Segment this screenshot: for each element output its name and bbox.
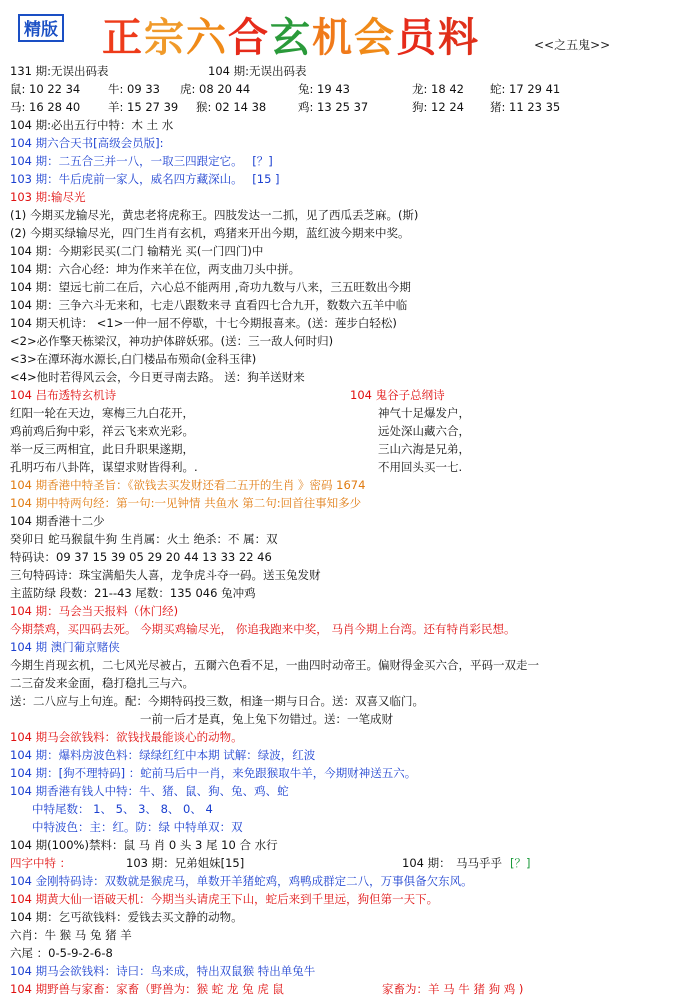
code-table-title-131: 131 期:无误出码表 <box>10 64 109 78</box>
color-range-line: 主蓝防绿 段数：21--43 尾数：135 046 兔冲鸡 <box>10 586 256 600</box>
guiguzi-poem-heading: 104 鬼谷子总纲诗 <box>350 388 445 402</box>
special-code-line: 特码诀：09 37 15 39 05 29 20 44 13 33 22 46 <box>10 550 272 564</box>
four-char-line <box>10 854 685 872</box>
riddle-text: 104 期：二五合三并一八，一取三四跟定它。 <box>10 154 243 168</box>
four-char-103: 103 期：兄弟姐妹[15] <box>126 856 245 870</box>
poem-headings <box>10 386 685 404</box>
poem-pair-3 <box>10 440 685 458</box>
zodiac-numbers: 13 25 37 <box>317 100 369 114</box>
zodiac-numbers: 15 27 39 <box>127 100 179 114</box>
rich-man-line: 104 期香港有钱人中特：牛、猪、鼠、狗、兔、鸡、蛇 <box>10 784 289 798</box>
heart-sutra-line: 104 期：六合心经：坤为作来羊在位，两支曲刀头中拼。 <box>10 262 301 276</box>
jockey-money-line: 104 期马会欲钱料：欲钱找最能谈心的动物。 <box>10 730 243 744</box>
header-note: <<之五鬼>> <box>534 38 611 52</box>
macau-line-2: 二三奋发来金面，稳打稳扎三与六。 <box>10 676 194 690</box>
lubu-poem-heading: 104 吕布透特玄机诗 <box>10 388 117 402</box>
zodiac-numbers: 02 14 38 <box>215 100 267 114</box>
title-char: 合 <box>228 14 270 61</box>
title-char: 玄 <box>270 14 312 61</box>
zodiac-name: 猪: <box>490 100 506 114</box>
six-zodiac-line: 六肖：牛 猴 马 兔 猪 羊 <box>10 928 132 942</box>
three-sentence-poem: 三句特码诗：珠宝满船失人喜，龙争虎斗夺一码。送玉兔发财 <box>10 568 321 582</box>
poem-line-1: 104 期天机诗： <1>一仲一屈不停歇，十七今期报喜来。(送：莲步白轻松) <box>10 316 397 330</box>
zodiac-name: 兔: <box>298 82 314 96</box>
hk-twelve-line-1: 癸卯日 蛇马猴鼠牛狗 生肖属：火土 绝杀：不 属：双 <box>10 532 278 546</box>
zodiac-name: 羊: <box>108 100 124 114</box>
poem-pair-2 <box>10 422 685 440</box>
heaven-book-heading: 104 期六合天书[高级会员版]: <box>10 136 164 150</box>
zodiac-numbers: 11 23 35 <box>509 100 561 114</box>
four-char-104-value: 马马乎乎 <box>456 856 502 870</box>
guiguzi-poem-line: 三山六海是兄弟， <box>378 442 470 456</box>
jockey-club-heading: 104 期：马会当天报料（休门经) <box>10 604 179 618</box>
zodiac-numbers: 17 29 41 <box>509 82 561 96</box>
lose-all-line-1: (1) 今期买龙输尽光，黄忠老将虎称王。四肢发达一二抓，见了西瓜丢芝麻。(斯) <box>10 208 419 222</box>
lubu-poem-line: 鸡前鸡后狗中彩，祥云飞来欢光彩。 <box>10 424 194 438</box>
guiguzi-poem-line: 远处深山藏六合， <box>378 424 470 438</box>
title-char: 宗 <box>144 14 186 61</box>
livestock-text: 家畜为：羊 马 牛 猪 狗 鸡 ) <box>382 982 524 996</box>
poem-pair-1 <box>10 404 685 422</box>
title-char: 料 <box>438 14 480 61</box>
four-char-104-label: 104 期： <box>402 856 451 870</box>
wave-color-line: 中特波色：主：红。防：绿 中特单双：双 <box>32 820 243 834</box>
zodiac-numbers: 09 33 <box>127 82 160 96</box>
riddle-answer: [15 ] <box>252 172 280 186</box>
macau-line-4: 一前一后才是真，兔上兔下勿错过。送：一笔成财 <box>140 712 393 726</box>
four-char-answer: [？] <box>510 856 531 870</box>
lubu-poem-line: 红阳一轮在天边，寒梅三九白花开， <box>10 406 194 420</box>
zodiac-numbers: 16 28 40 <box>29 100 81 114</box>
zodiac-name: 虎: <box>180 82 196 96</box>
guiguzi-poem-line: 神气十足爆发户， <box>378 406 470 420</box>
zodiac-numbers: 08 20 44 <box>199 82 251 96</box>
zodiac-row-1 <box>10 80 685 98</box>
forecast-line-2: 104 期：三争六斗无来和，七走八跟数来寻 直看四七合九开，数数六五羊中临 <box>10 298 408 312</box>
zodiac-name: 马: <box>10 100 26 114</box>
zodiac-numbers: 18 42 <box>431 82 464 96</box>
macau-line-3: 送：二八应与上句连。配：今期特码投三数，相逢一期与日合。送：双喜又临门。 <box>10 694 424 708</box>
title-char: 会 <box>354 14 396 61</box>
imperial-decree-line: 104 期香港中特圣旨：《欲钱去买发财还看二五开的生肖 》密码 1674 <box>10 478 366 492</box>
lottery-buyer-line: 104 期：今期彩民买(二门 输精光 买(一门四门)中 <box>10 244 264 258</box>
title-char: 六 <box>186 14 228 61</box>
zodiac-name: 牛: <box>108 82 124 96</box>
heaven-book-line-2 <box>10 170 685 188</box>
code-table-title-104: 104 期:无误出码表 <box>208 64 307 78</box>
zodiac-numbers: 10 22 34 <box>29 82 81 96</box>
burst-color-line: 104 期：爆料房波色料：绿绿红红中本期 试解：绿波，红波 <box>10 748 316 762</box>
zodiac-name: 鸡: <box>298 100 314 114</box>
tail-numbers-line: 中特尾数： 1、 5、 3、 8、 0、 4 <box>32 802 213 816</box>
zodiac-name: 猴: <box>196 100 212 114</box>
poem-line-2: <2>必作擎天栋梁汉，神功护体辟妖邪。(送：三一敌人何时归) <box>10 334 334 348</box>
lubu-poem-line: 孔明巧布八卦阵，谋望求财皆得利。. <box>10 460 198 474</box>
zodiac-name: 龙: <box>412 82 428 96</box>
macau-heading: 104 期 澳门葡京赌侠 <box>10 640 120 654</box>
beast-livestock-line <box>10 980 685 998</box>
title-char: 正 <box>102 14 144 61</box>
jockey-club-line: 今期禁鸡，买四码去死。 今期买鸡输尽光， 你追我跑来中奖， 马肖今期上台湾。还有特肖彩民想。 <box>10 622 516 636</box>
lose-all-heading: 103 期:输尽光 <box>10 190 86 204</box>
zodiac-name: 蛇: <box>490 82 506 96</box>
zodiac-name: 鼠: <box>10 82 26 96</box>
title-char: 员 <box>396 14 438 61</box>
zodiac-numbers: 19 43 <box>317 82 350 96</box>
poem-line-3: <3>在潭环海水源长,白门楼品布殒命(金科玉律) <box>10 352 257 366</box>
goubuli-line: 104 期：[狗不理特码] ：蛇前马后中一肖，来免跟猴取牛羊，今期财神送五六。 <box>10 766 417 780</box>
lose-all-line-2: (2) 今期买绿输尽光，四门生肖有玄机，鸡猪来开出今期，蓝红波今期来中奖。 <box>10 226 410 240</box>
zodiac-name: 狗: <box>412 100 428 114</box>
page-title <box>102 6 480 63</box>
wong-tai-sin-line: 104 期黄大仙一语破天机：今期当头请虎王下山，蛇后来到千里远，狗但第一天下。 <box>10 892 439 906</box>
lubu-poem-line: 举一反三两相宜，此日升职果遂期， <box>10 442 194 456</box>
two-sentence-line: 104 期中特两句经：第一句:一见钟情 共鱼水 第二句:回首往事知多少 <box>10 496 362 510</box>
zodiac-numbers: 12 24 <box>431 100 464 114</box>
beggar-line: 104 期：乞丐欲钱料：爱钱去买文静的动物。 <box>10 910 243 924</box>
poem-pair-4 <box>10 458 685 476</box>
title-char: 机 <box>312 14 354 61</box>
poem-line-4: <4>他时若得风云会，今日更寻南去路。 送：狗羊送财来 <box>10 370 305 384</box>
edition-badge: 精版 <box>18 14 64 42</box>
riddle-text: 103 期：牛后虎前一家人，威名四方藏深山。 <box>10 172 243 186</box>
forecast-line-1: 104 期：望远七前二在后，六心总不能两用 ,奇功九数与八来，三五旺数出今期 <box>10 280 411 294</box>
five-elements-line: 104 期:必出五行中特：木 土 水 <box>10 118 174 132</box>
guiguzi-poem-line: 不用回头买一七. <box>378 460 463 474</box>
code-table-header <box>10 62 685 80</box>
forbidden-line: 104 期(100%)禁料：鼠 马 肖 0 头 3 尾 10 合 水行 <box>10 838 278 852</box>
zodiac-row-2 <box>10 98 685 116</box>
header <box>0 0 690 60</box>
heaven-book-line-1 <box>10 152 685 170</box>
macau-line-1: 今期生肖现玄机，二七风光尽被占，五爾六色看不足，一曲四时动帝王。偏财得金买六合，平码一双走一 <box>10 658 539 672</box>
beast-text: 104 期野兽与家畜：家畜（野兽为：猴 蛇 龙 兔 虎 鼠 <box>10 982 284 996</box>
hk-twelve-heading: 104 期香港十二少 <box>10 514 105 528</box>
six-tail-line: 六尾 ：0-5-9-2-6-8 <box>10 946 113 960</box>
jockey-poem-line: 104 期马会欲钱料：诗曰：鸟来成，特出双鼠猴 特出单兔牛 <box>10 964 316 978</box>
diamond-poem-line: 104 金刚特码诗：双数就是猴虎马，单数开羊猪蛇鸡，鸡鸭成群定二八，万事俱备欠东风。 <box>10 874 473 888</box>
riddle-answer: [？] <box>252 154 273 168</box>
four-char-label: 四字中特 ： <box>10 856 72 870</box>
